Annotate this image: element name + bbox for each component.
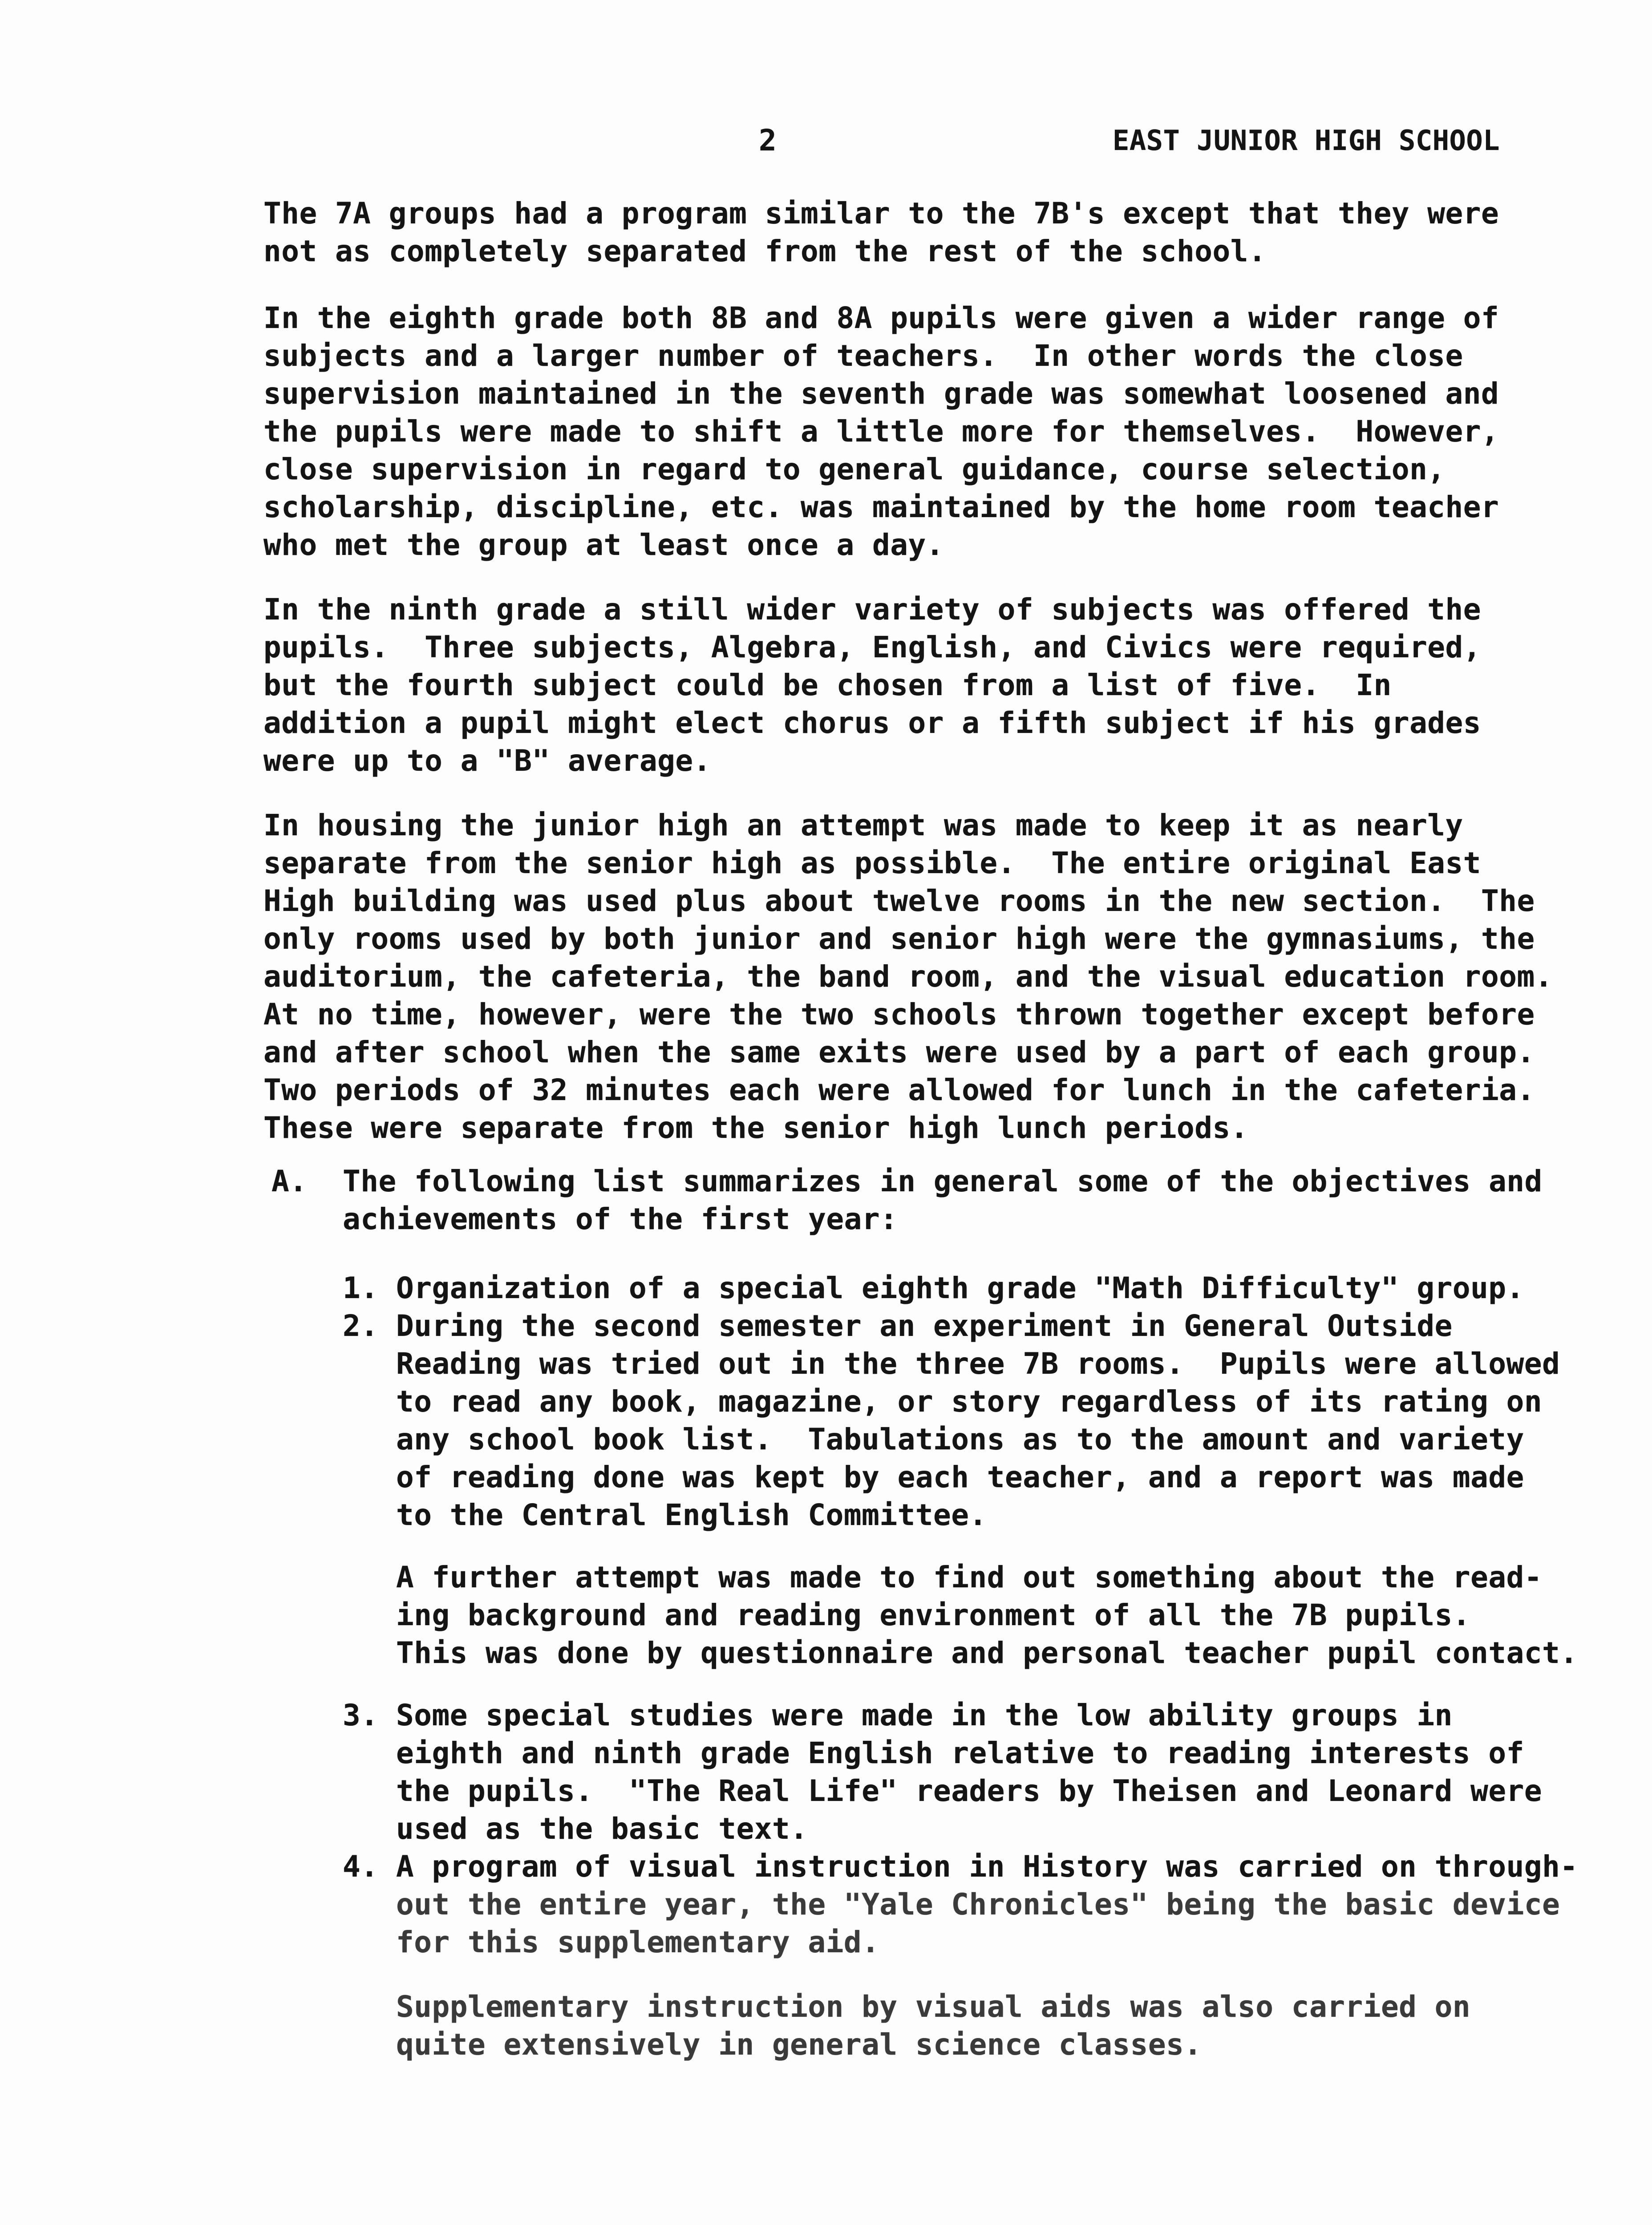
text-line: separate from the senior high as possible. The entire original East xyxy=(263,846,1482,880)
text-line: supervision maintained in the seventh grade was somewhat loosened and xyxy=(263,376,1499,411)
text-line: In housing the junior high an attempt was made to keep it as nearly xyxy=(263,808,1463,842)
text-line: High building was used plus about twelve rooms in the new section. The xyxy=(263,884,1535,918)
page-number: 2 xyxy=(759,123,777,158)
list-item-line: eighth and ninth grade English relative to reading interests of xyxy=(396,1736,1524,1770)
text-line: but the fourth subject could be chosen from a list of five. In xyxy=(263,668,1392,702)
list-item-number: 2. xyxy=(343,1309,379,1343)
section-intro-line: achievements of the first year: xyxy=(343,1202,898,1236)
section-marker: A. xyxy=(271,1164,308,1198)
list-item-line: the pupils. "The Real Life" readers by Theisen and Leonard were xyxy=(396,1774,1543,1808)
list-item-extra-line: quite extensively in general science classes. xyxy=(396,2027,1202,2062)
text-line: only rooms used by both junior and senior high were the gymnasiums, the xyxy=(263,922,1535,956)
text-line: scholarship, discipline, etc. was maintained by the home room teacher xyxy=(263,490,1499,524)
text-line: Two periods of 32 minutes each were allowed for lunch in the cafeteria. xyxy=(263,1073,1535,1107)
list-item-extra-line: Supplementary instruction by visual aids was also carried on xyxy=(396,1990,1471,2024)
list-item-line: to read any book, magazine, or story regardless of its rating on xyxy=(396,1384,1543,1419)
list-item-line: for this supplementary aid. xyxy=(396,1925,880,1959)
list-item-extra-line: This was done by questionnaire and personal teacher pupil contact. xyxy=(396,1636,1578,1670)
list-item-extra-line: ing background and reading environment of all the 7B pupils. xyxy=(396,1598,1471,1632)
list-item-line: Some special studies were made in the low ability groups in xyxy=(396,1698,1453,1732)
list-item-line: A program of visual instruction in History was carried on through- xyxy=(396,1849,1578,1884)
list-item-line: of reading done was kept by each teacher, and a report was made xyxy=(396,1460,1524,1494)
list-item-line: During the second semester an experiment in General Outside xyxy=(396,1309,1453,1343)
text-line: pupils. Three subjects, Algebra, English, and Civics were required, xyxy=(263,630,1482,664)
text-line: the pupils were made to shift a little more for themselves. However, xyxy=(263,414,1499,449)
list-item-number: 1. xyxy=(343,1271,379,1305)
text-line: auditorium, the cafeteria, the band room, and the visual education room. xyxy=(263,959,1553,994)
text-line: and after school when the same exits were used by a part of each group. xyxy=(263,1035,1535,1069)
text-line: were up to a "B" average. xyxy=(263,744,711,778)
list-item-line: out the entire year, the "Yale Chronicles" being the basic device xyxy=(396,1887,1560,1922)
list-item-line: to the Central English Committee. xyxy=(396,1498,987,1532)
text-line: At no time, however, were the two schools thrown together except before xyxy=(263,997,1535,1032)
list-item-number: 4. xyxy=(343,1849,379,1884)
list-item-line: Reading was tried out in the three 7B rooms. Pupils were allowed xyxy=(396,1347,1560,1381)
text-line: The 7A groups had a program similar to the 7B's except that they were xyxy=(263,196,1499,231)
text-line: subjects and a larger number of teachers. In other words the close xyxy=(263,339,1463,373)
list-item-line: any school book list. Tabulations as to the amount and variety xyxy=(396,1422,1524,1456)
text-line: addition a pupil might elect chorus or a fifth subject if his grades xyxy=(263,706,1482,740)
school-name-header: EAST JUNIOR HIGH SCHOOL xyxy=(1113,124,1500,157)
text-line: close supervision in regard to general guidance, course selection, xyxy=(263,452,1446,486)
list-item-number: 3. xyxy=(343,1698,379,1732)
text-line: In the eighth grade both 8B and 8A pupils were given a wider range of xyxy=(263,301,1499,335)
list-item-extra-line: A further attempt was made to find out something about the read- xyxy=(396,1560,1543,1594)
list-item-line: Organization of a special eighth grade "Math Difficulty" group. xyxy=(396,1271,1524,1305)
text-line: In the ninth grade a still wider variety of subjects was offered the xyxy=(263,592,1482,627)
text-line: not as completely separated from the rest of the school. xyxy=(263,234,1267,268)
text-line: who met the group at least once a day. xyxy=(263,528,944,562)
section-intro-line: The following list summarizes in general some of the objectives and xyxy=(343,1164,1543,1198)
text-line: These were separate from the senior high lunch periods. xyxy=(263,1111,1248,1145)
list-item-line: used as the basic text. xyxy=(396,1812,808,1846)
